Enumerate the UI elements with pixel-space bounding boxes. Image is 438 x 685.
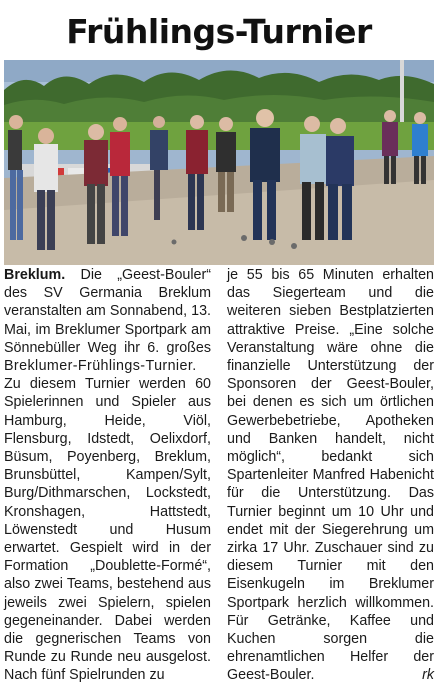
column-left (4, 266, 211, 685)
text-part-1: Die „Geest-Bouler“ des SV Germania Breklum veranstalten am Sonnabend, 13. Mai, im Breklumer Sportpark am Sönnebüller Weg ihr 6. großes (4, 267, 211, 356)
event-name: Breklumer-Frühlings-Turnier. (4, 358, 197, 375)
paragraph-right (227, 266, 434, 685)
text-part-3: je 55 bis 65 Minuten erhalten das Siegerteam und die weiteren sieben Bestplatzierten attraktive Preise. „Eine solche Veranstaltung wäre ohne die finanzielle Unterstützung der Sponsoren der Geest-Bouler, bei denen es sich um örtlichen Gewerbebetriebe, Apotheken und Banken handelt, nicht möglich“, bedankt sich Spartenleiter Manfred Habenicht für die Unterstützung. Das Turnier beginnt um 10 Uhr und endet mit der Siegerehrung um zirka 17 Uhr. Zuschauer sind zu diesem Turnier mit den Eisenkugeln im Breklumer Sportpark herzlich willkommen. Für Getränke, Kaffee und Kuchen sorgen die ehrenamtlichen Helfer der Geest-Bouler. (227, 267, 434, 684)
headline: Frühlings-Turnier (66, 12, 372, 51)
text-part-2: Zu diesem Turnier werden 60 Spielerinnen und Spieler aus Hamburg, Heide, Viöl, Flensburg, Idstedt, Oelixdorf, Büsum, Poyenberg, Breklum, Brunsbüttel, Kampen/Sylt, Burg/Dithmarschen, Lockstedt, Kronshagen, Hattstedt, Löwenstedt und Husum erwartet. Gespielt wird in der Formation „Doublette-Formé“, also zwei Teams, bestehend aus jeweils zwei Spielern, spielen gegeneinander. Dabei werden die gegnerischen Teams von Runde zu Runde neu ausgelost. Nach fünf Spielrunden zu (4, 376, 211, 684)
byline: rk (422, 667, 434, 684)
article-photo (4, 60, 434, 265)
dateline: Breklum. (4, 267, 66, 283)
paragraph-left (4, 266, 211, 685)
column-right (227, 266, 434, 685)
photo-scene (4, 60, 434, 265)
